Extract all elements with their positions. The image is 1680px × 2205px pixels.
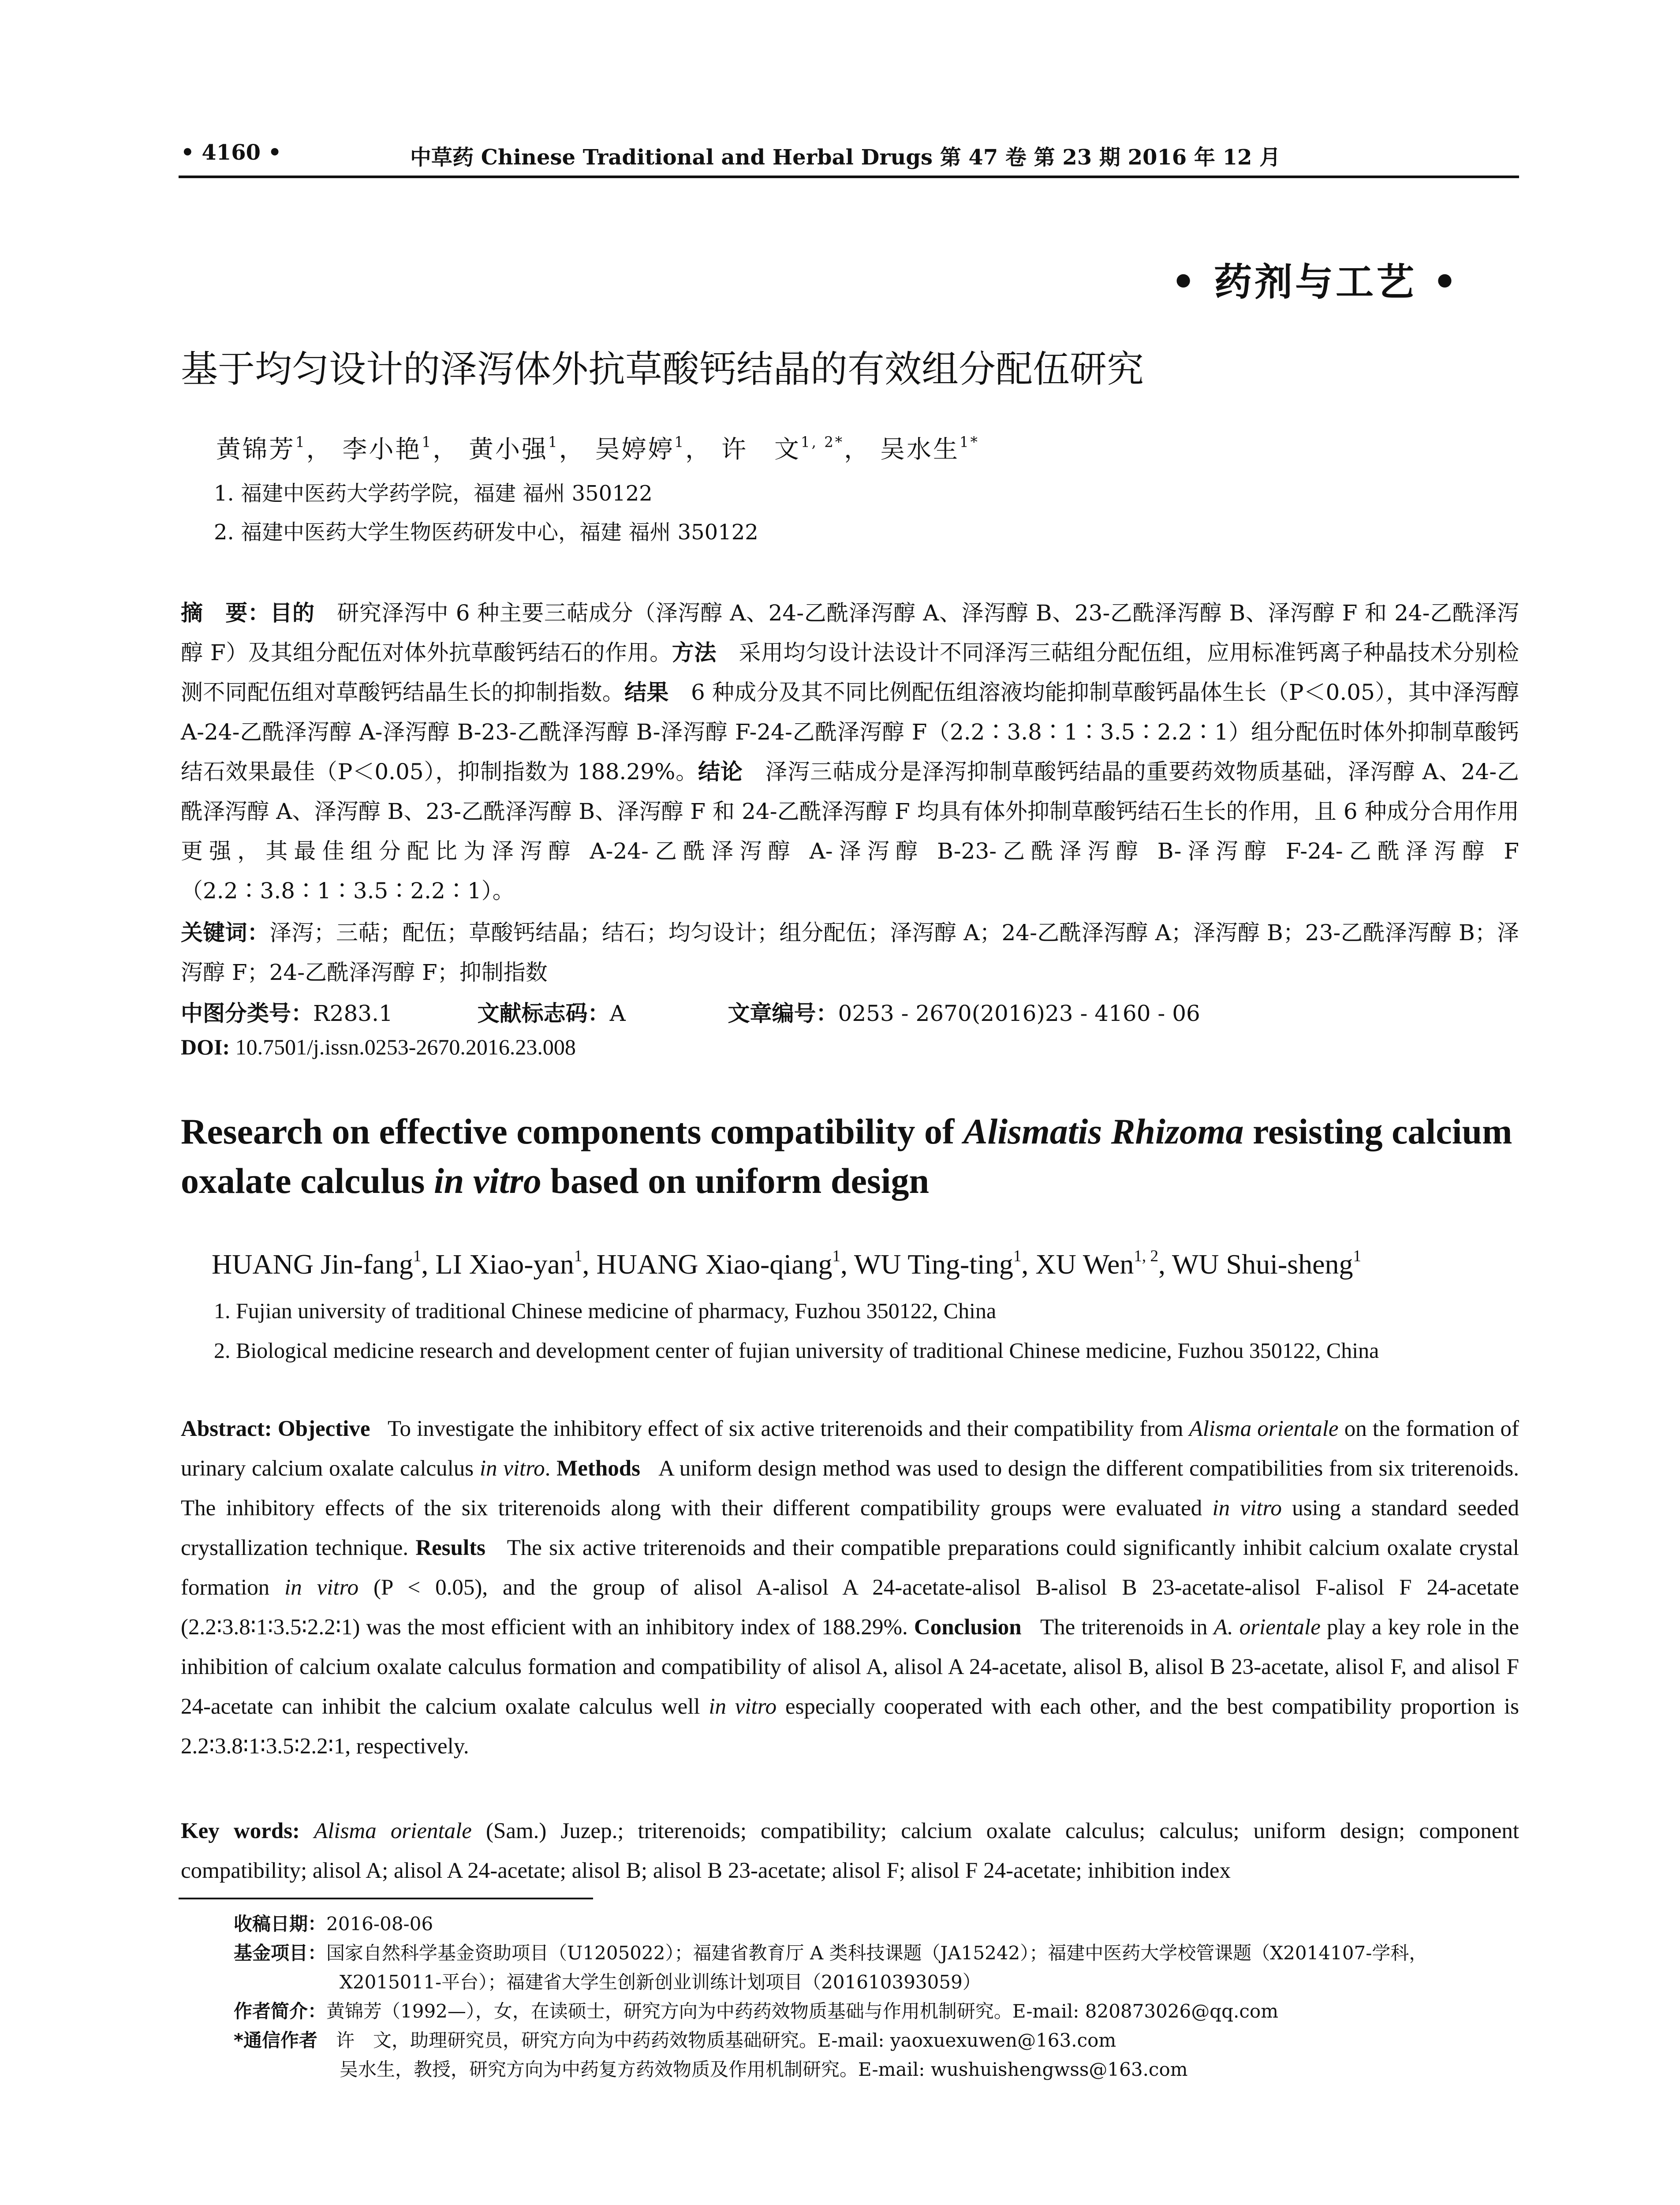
doc-code-value: A [609,1001,626,1026]
author-affiliation-mark: 1 [295,434,306,451]
methods-text: 采用均匀设计法设计不同泽泻三萜组分配伍组，应用标准钙离子种晶技术分别检测不同配伍组对草酸钙结晶生长的抑制指数。 [181,640,1519,705]
author-affiliation-mark: 1 [548,434,559,451]
received-value: 2016-08-06 [326,1913,433,1935]
abstract-label: 摘 要： [181,600,270,626]
author-affiliation-mark: 1 [413,1247,422,1266]
footnote-rule [179,1898,593,1899]
title-italic: in vitro [433,1161,541,1201]
italic-term: in vitro [1212,1496,1282,1521]
methods-label: Methods [556,1456,640,1481]
keywords-chinese [181,913,1519,992]
abstract-chinese [181,593,1519,911]
footnotes [234,1910,1512,2084]
author-affiliation-mark: 1, 2 [1134,1247,1159,1266]
italic-term: in vitro [709,1694,777,1719]
author: WU Ting-ting [854,1248,1013,1280]
page-number: • 4160 • [181,140,282,165]
author-affiliation-mark: 1 [832,1247,841,1266]
objective-text: To investigate the inhibitory effect of six active triterenoids and their compatibility from [387,1416,1189,1441]
methods-label: 方法 [672,640,717,665]
conclusion-label: 结论 [698,759,743,785]
affiliation-cn-2: 2. 福建中医药大学生物医药研发中心，福建 福州 350122 [214,520,758,545]
results-text: The six active triterenoids and their compatible preparations could significantly inhibit calcium oxalate crystal formation [181,1536,1519,1600]
italic-term: in vitro [479,1456,545,1481]
author: XU Wen [1035,1248,1134,1280]
title-text: Research on effective components compatibility of [181,1111,963,1151]
title-english [181,1107,1521,1206]
author: LI Xiao-yan [435,1248,574,1280]
author: 许 文 [721,435,801,464]
received-date [234,1910,1512,1939]
italic-term: in vitro [284,1575,359,1600]
section-heading: • 药剂与工艺 • [1171,260,1460,304]
article-number-label: 文章编号： [728,1001,838,1026]
corresponding-label: *通信作者 [234,2029,317,2051]
header-rule [179,176,1519,178]
author-affiliation-mark: 1 [422,434,433,451]
doi-label: DOI: [181,1035,230,1059]
bio-text: 黄锦芳（1992—），女，在读硕士，研究方向为中药药效物质基础与作用机制研究。E-mail: 820873026@qq.com [326,2000,1279,2022]
keywords-text: (Sam.) Juzep.; triterenoids; compatibility; calcium oxalate calculus; calculus; uniform design; component compatibility; alisol A; alisol A 24-acetate; alisol B; alisol B 23-acetate; alisol F; alisol F 24-acetate; inhibition index [181,1819,1519,1883]
author: WU Shui-sheng [1172,1248,1353,1280]
corresponding-author-2 [234,2055,1512,2084]
keywords-label: Key words: [181,1819,300,1843]
author: 黄小强 [468,435,548,464]
funding-text: 国家自然科学基金资助项目（U1205022）；福建省教育厅 A 类科技课题（JA15242）；福建中医药大学校管课题（X2014107-学科， [326,1942,1428,1964]
title-italic: Alismatis Rhizoma [963,1111,1244,1151]
author-affiliation-mark: 1 [1013,1247,1022,1266]
results-label: Results [415,1536,486,1560]
funding-label: 基金项目： [234,1942,327,1964]
doi-line [181,1034,576,1060]
author: HUANG Xiao-qiang [596,1248,833,1280]
clc-value: R283.1 [313,1001,393,1026]
journal-citation: 中草药 Chinese Traditional and Herbal Drugs 第 47 卷 第 23 期 2016 年 12 月 [410,145,1281,170]
corresponding-text: 吴水生，教授，研究方向为中药复方药效物质及作用机制研究。E-mail: wushuishengwss@163.com [340,2059,1188,2080]
keywords-text: 泽泻；三萜；配伍；草酸钙结晶；结石；均匀设计；组分配伍；泽泻醇 A；24-乙酰泽泻醇 A；泽泻醇 B；23-乙酰泽泻醇 B；泽泻醇 F；24-乙酰泽泻醇 F；抑制指数 [181,920,1519,985]
authors-chinese: 黄锦芳$^1$， 李小艳$^1$， 黄小强$^1$， 吴婷婷$^1$， 许 文$^{1, 2*}$， 吴水生$^{1*}$ [216,434,979,464]
classification-line [181,996,1200,1028]
species-name: Alisma orientale [1189,1416,1339,1441]
title-text: based on uniform design [541,1161,930,1201]
objective-text: . [545,1456,551,1481]
funding-text: X2015011-平台）；福建省大学生创新创业训练计划项目（201610393059） [340,1971,981,1993]
methods-text: using a standard seeded crystallization technique. [181,1496,1519,1560]
corresponding-text: 许 文，助理研究员，研究方向为中药药效物质基础研究。E-mail: yaoxuexuwen@163.com [336,2029,1116,2051]
conclusion-text: especially cooperated with each other, and the best compatibility proportion is 2.2∶3.8∶1∶3.5∶2.2∶1, respectively. [181,1694,1519,1759]
abstract-english [181,1409,1519,1766]
author-affiliation-mark: 1 [674,434,686,451]
article-number-value: 0253 - 2670(2016)23 - 4160 - 06 [838,1001,1200,1026]
doc-code-label: 文献标志码： [477,1001,610,1026]
affiliation-en-1: 1. Fujian university of traditional Chinese medicine of pharmacy, Fuzhou 350122, China [214,1298,997,1323]
author-bio [234,1997,1512,2026]
running-header [181,140,1517,176]
methods-text: A uniform design method was used to design the different compatibilities from six triterenoids. The inhibitory effects of the six triterenoids along with their different compatibility groups were evaluated [181,1456,1519,1521]
conclusion-label: Conclusion [914,1615,1022,1640]
author: 黄锦芳 [216,435,295,464]
corresponding-author [234,2026,1512,2055]
authors-english: HUANG Jin-fang$^1$, LI Xiao-yan$^1$, HUANG Xiao-qiang$^1$, WU Ting-ting$^1$, XU Wen$^{1, 2}$, WU Shui-sheng$^1$ [212,1247,1362,1280]
objective-text: on the formation of urinary calcium oxalate calculus [181,1416,1519,1481]
author-affiliation-mark: 1* [959,434,979,451]
funding-continued [234,1968,1512,1997]
conclusion-text: 泽泻三萜成分是泽泻抑制草酸钙结晶的重要药效物质基础，泽泻醇 A、24-乙酰泽泻醇 A、泽泻醇 B、23-乙酰泽泻醇 B、泽泻醇 F 和 24-乙酰泽泻醇 F 均具有体外抑制草酸钙结石生长的作用，且 6 种成分合用作用更强，其最佳组分配比为泽泻醇 A-24-乙酰泽泻醇 A-泽泻醇 B-23-乙酰泽泻醇 B-泽泻醇 F-24-乙酰泽泻醇 F（2.2∶3.8∶1∶3.5∶2.2∶1）。 [181,759,1519,904]
author: HUANG Jin-fang [212,1248,413,1280]
objective-label: 目的 [270,600,315,626]
keywords-label: 关键词： [181,920,270,946]
author-affiliation-mark: 1, 2* [800,434,844,451]
funding [234,1939,1512,1968]
objective-text: 研究泽泻中 6 种主要三萜成分（泽泻醇 A、24-乙酰泽泻醇 A、泽泻醇 B、23-乙酰泽泻醇 B、泽泻醇 F 和 24-乙酰泽泻醇 F）及其组分配伍对体外抗草酸钙结石的作用。 [181,600,1519,665]
author: 吴婷婷 [595,435,675,464]
title-chinese: 基于均匀设计的泽泻体外抗草酸钙结晶的有效组分配伍研究 [181,348,1144,391]
title-text: resisting calcium oxalate calculus [181,1111,1512,1201]
author: 吴水生 [880,435,959,464]
results-text: (P < 0.05), and the group of alisol A-alisol A 24-acetate-alisol B-alisol B 23-acetate-alisol F-alisol F 24-acetate (2.2∶3.8∶1∶3.5∶2.2∶1) was the most efficient with an inhibitory index of 188.29%. [181,1575,1519,1640]
species-name: A. orientale [1213,1615,1321,1640]
affiliation-en-2: 2. Biological medicine research and development center of fujian university of traditional Chinese medicine, Fuzhou 350122, China [214,1338,1379,1363]
received-label: 收稿日期： [234,1913,327,1935]
results-text: 6 种成分及其不同比例配伍组溶液均能抑制草酸钙晶体生长（P＜0.05），其中泽泻醇 A-24-乙酰泽泻醇 A-泽泻醇 B-23-乙酰泽泻醇 B-泽泻醇 F-24-乙酰泽泻醇 F（2.2∶3.8∶1∶3.5∶2.2∶1）组分配伍时体外抑制草酸钙结石效果最佳（P＜0.05），抑制指数为 188.29%。 [181,680,1519,785]
affiliation-cn-1: 1. 福建中医药大学药学院，福建 福州 350122 [214,481,653,506]
author: 李小艳 [342,435,422,464]
conclusion-text: play a key role in the inhibition of calcium oxalate calculus formation and compatibility of alisol A, alisol A 24-acetate, alisol B, alisol B 23-acetate, alisol F, and alisol F 24-acetate can inhibit the calcium oxalate calculus well [181,1615,1519,1719]
results-label: 结果 [624,680,669,705]
author-affiliation-mark: 1 [1353,1247,1362,1266]
abstract-label: Abstract: [181,1416,272,1441]
objective-label: Objective [277,1416,370,1441]
author-affiliation-mark: 1 [574,1247,582,1266]
conclusion-text: The triterenoids in [1040,1615,1214,1640]
species-name: Alisma orientale [314,1819,472,1843]
bio-label: 作者简介： [234,2000,327,2022]
clc-label: 中图分类号： [181,1001,313,1026]
doi-value[interactable]: 10.7501/j.issn.0253-2670.2016.23.008 [235,1035,576,1059]
keywords-english [181,1811,1519,1891]
